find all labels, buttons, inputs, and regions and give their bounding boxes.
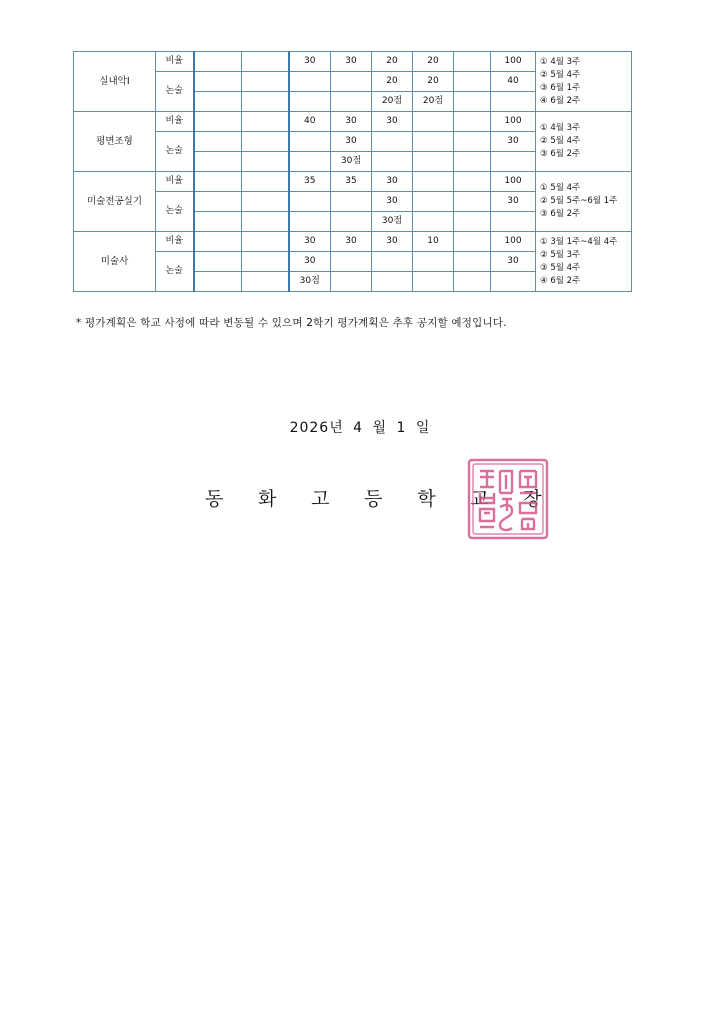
score-cell [194, 92, 242, 112]
score-cell [454, 152, 491, 172]
score-cell [194, 232, 242, 252]
score-cell [454, 252, 491, 272]
score-cell: 30 [491, 252, 536, 272]
score-cell [454, 72, 491, 92]
table-row [74, 52, 632, 72]
score-cell [194, 172, 242, 192]
score-cell: 20 [372, 52, 413, 72]
score-cell [454, 232, 491, 252]
score-cell: 30 [289, 52, 331, 72]
score-cell [289, 192, 331, 212]
score-cell [331, 192, 372, 212]
score-cell: 30점 [331, 152, 372, 172]
score-cell: 30 [372, 192, 413, 212]
score-cell [372, 252, 413, 272]
row-label: 비율 [156, 232, 194, 252]
score-cell: 20점 [372, 92, 413, 112]
row-label: 논술 [156, 192, 194, 232]
evaluation-date-item: ② 5월 4주 [540, 69, 581, 80]
score-cell: 30 [331, 52, 372, 72]
score-cell [413, 192, 454, 212]
evaluation-plan-table [73, 51, 632, 292]
score-cell [372, 152, 413, 172]
score-cell: 30 [372, 112, 413, 132]
score-cell [413, 212, 454, 232]
table-row [74, 232, 632, 252]
score-cell: 30 [289, 232, 331, 252]
evaluation-date-item: ③ 5월 4주 [540, 262, 581, 273]
evaluation-plan-note: * 평가계획은 학교 사정에 따라 변동될 수 있으며 2학기 평가계획은 추후 공지할 예정입니다. [76, 317, 507, 329]
score-cell [194, 132, 242, 152]
score-cell [454, 272, 491, 292]
score-cell [242, 212, 289, 232]
score-cell [242, 172, 289, 192]
score-cell [331, 212, 372, 232]
evaluation-dates [536, 232, 632, 292]
score-cell [331, 92, 372, 112]
score-cell [454, 112, 491, 132]
score-cell [372, 272, 413, 292]
score-cell: 100 [491, 232, 536, 252]
score-cell: 30점 [289, 272, 331, 292]
score-cell [289, 152, 331, 172]
score-cell [194, 112, 242, 132]
score-cell [331, 72, 372, 92]
score-cell [454, 92, 491, 112]
score-cell [413, 252, 454, 272]
score-cell: 20점 [413, 92, 454, 112]
score-cell [454, 192, 491, 212]
school-name-char: 등 [364, 488, 383, 510]
row-label: 논술 [156, 72, 194, 112]
score-cell: 40 [289, 112, 331, 132]
school-name-char: 동 [205, 488, 224, 510]
score-cell [242, 192, 289, 212]
score-cell [491, 152, 536, 172]
score-cell: 30점 [372, 212, 413, 232]
row-label: 비율 [156, 52, 194, 72]
subject-name: 미술사 [74, 232, 156, 292]
score-cell: 30 [289, 252, 331, 272]
score-cell: 35 [331, 172, 372, 192]
score-cell: 100 [491, 52, 536, 72]
row-label: 논술 [156, 132, 194, 172]
score-cell: 30 [331, 112, 372, 132]
score-cell [289, 92, 331, 112]
score-cell [242, 52, 289, 72]
evaluation-date-item: ② 5월 5주~6월 1주 [540, 196, 618, 206]
school-name-char: 교 [470, 488, 489, 510]
score-cell [331, 272, 372, 292]
score-cell [194, 152, 242, 172]
score-cell [331, 252, 372, 272]
score-cell [289, 212, 331, 232]
school-name-char: 화 [258, 488, 277, 510]
score-cell [242, 252, 289, 272]
score-cell [413, 132, 454, 152]
official-seal-stamp [466, 457, 550, 541]
evaluation-date-item: ② 5월 3주 [540, 249, 581, 260]
evaluation-date-item: ① 5월 4주 [540, 183, 581, 193]
evaluation-date-item: ③ 6월 2주 [540, 149, 581, 159]
school-name-char: 고 [311, 488, 330, 510]
score-cell [194, 192, 242, 212]
score-cell: 20 [413, 52, 454, 72]
score-cell [413, 152, 454, 172]
score-cell [454, 212, 491, 232]
score-cell: 30 [372, 232, 413, 252]
evaluation-date-item: ③ 6월 2주 [540, 209, 581, 219]
score-cell [242, 92, 289, 112]
score-cell [242, 112, 289, 132]
score-cell [289, 132, 331, 152]
evaluation-dates [536, 52, 632, 112]
score-cell [413, 172, 454, 192]
score-cell [413, 272, 454, 292]
score-cell [454, 52, 491, 72]
score-cell [194, 52, 242, 72]
score-cell [194, 252, 242, 272]
evaluation-date-item: ④ 6월 2주 [540, 275, 581, 286]
score-cell [242, 132, 289, 152]
score-cell [454, 172, 491, 192]
row-label: 논술 [156, 252, 194, 292]
evaluation-date-item: ③ 6월 1주 [540, 82, 581, 93]
score-cell [194, 212, 242, 232]
evaluation-date-item: ② 5월 4주 [540, 136, 581, 146]
evaluation-date-item: ④ 6월 2주 [540, 95, 581, 106]
score-cell: 100 [491, 112, 536, 132]
score-cell [194, 272, 242, 292]
score-cell: 100 [491, 172, 536, 192]
score-cell: 20 [372, 72, 413, 92]
score-cell [242, 232, 289, 252]
issue-date: 2026년 4 월 1 일 [289, 420, 431, 436]
evaluation-date-item: ① 4월 3주 [540, 56, 581, 67]
subject-name: 평면조형 [74, 112, 156, 172]
subject-name: 실내악Ⅰ [74, 52, 156, 112]
score-cell [242, 72, 289, 92]
evaluation-date-item: ① 3월 1주~4월 4주 [540, 236, 618, 247]
score-cell: 30 [491, 132, 536, 152]
school-name-char: 장 [523, 488, 542, 510]
score-cell [242, 152, 289, 172]
score-cell: 35 [289, 172, 331, 192]
score-cell: 30 [491, 192, 536, 212]
score-cell [194, 72, 242, 92]
score-cell: 30 [331, 232, 372, 252]
score-cell: 30 [331, 132, 372, 152]
school-name-char: 학 [417, 488, 436, 510]
table-row [74, 112, 632, 132]
score-cell: 30 [372, 172, 413, 192]
score-cell [491, 92, 536, 112]
score-cell: 40 [491, 72, 536, 92]
evaluation-date-item: ① 4월 3주 [540, 123, 581, 133]
subject-name: 미술전공실기 [74, 172, 156, 232]
score-cell: 10 [413, 232, 454, 252]
score-cell [289, 72, 331, 92]
score-cell [491, 272, 536, 292]
score-cell [372, 132, 413, 152]
table-row [74, 172, 632, 192]
evaluation-dates [536, 112, 632, 172]
score-cell [454, 132, 491, 152]
row-label: 비율 [156, 112, 194, 132]
score-cell [491, 212, 536, 232]
score-cell: 20 [413, 72, 454, 92]
row-label: 비율 [156, 172, 194, 192]
score-cell [413, 112, 454, 132]
evaluation-dates [536, 172, 632, 232]
score-cell [242, 272, 289, 292]
